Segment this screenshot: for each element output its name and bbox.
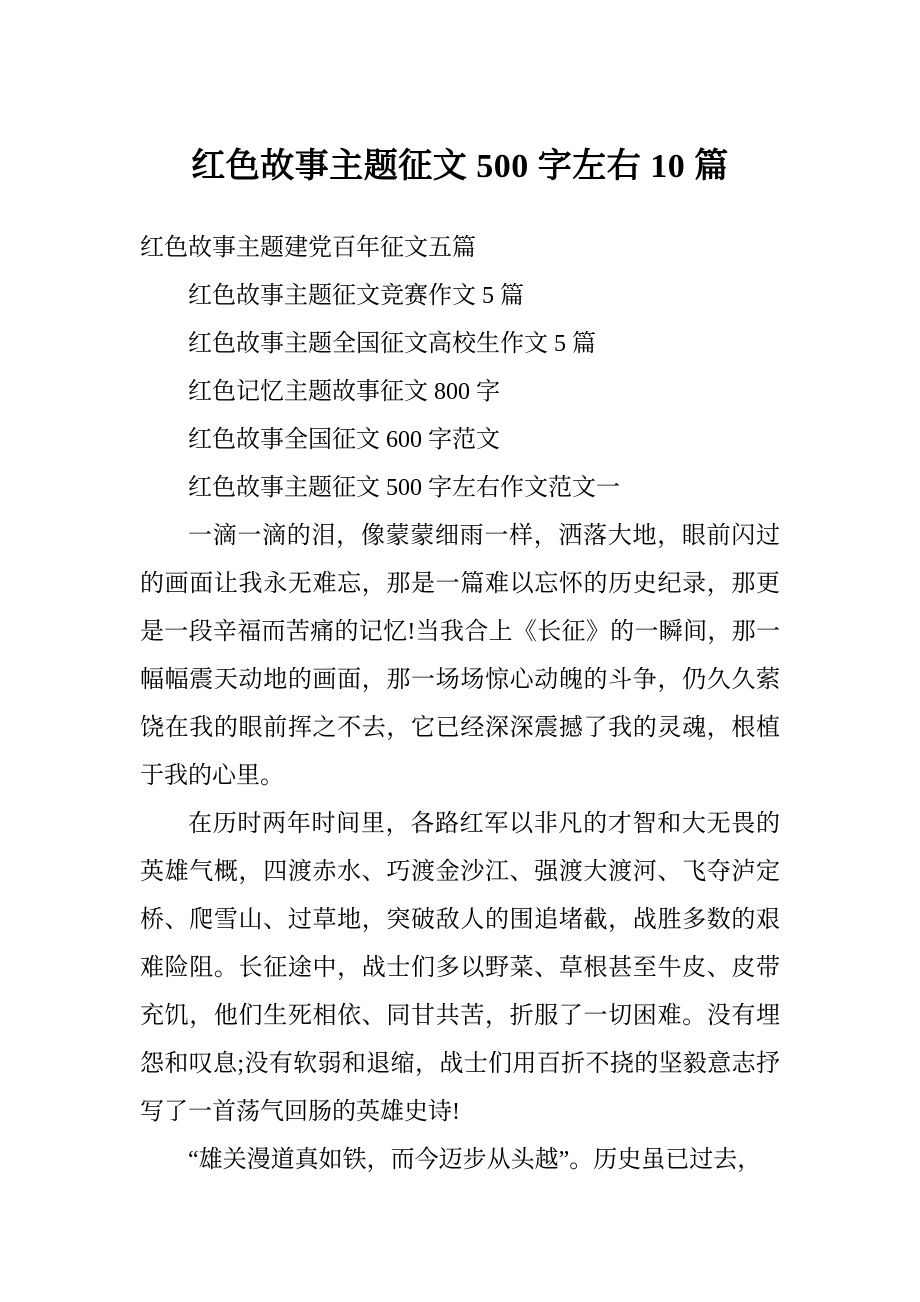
list-item: 红色记忆主题故事征文 800 字 [188,379,500,405]
paragraph: 在历时两年时间里，各路红军以非凡的才智和大无畏的英雄气概，四渡赤水、巧渡金沙江、强渡大渡河、飞夺泸定桥、爬雪山、过草地，突破敌人的围追堵截，战胜多数的艰难险阻。长征途中，战士们多以野菜、草根甚至牛皮、皮带充饥，他们生死相依、同甘共苦，折服了一切困难。没有埋怨和叹息;没有软弱和退缩，战士们用百折不挠的坚毅意志抒写了一首荡气回肠的英雄史诗! [140,811,780,1125]
list-item: 红色故事全国征文 600 字范文 [188,427,500,453]
list-item: 红色故事主题建党百年征文五篇 [140,235,476,261]
list-item: 红色故事主题全国征文高校生作文 5 篇 [188,331,596,357]
list-item: 红色故事主题征文竞赛作文 5 篇 [188,283,524,309]
document-title: 红色故事主题征文 500 字左右 10 篇 [191,148,729,185]
paragraph: “雄关漫道真如铁，而今迈步从头越”。历史虽已过去， [188,1147,762,1173]
list-item: 红色故事主题征文 500 字左右作文范文一 [188,475,620,501]
paragraph: 一滴一滴的泪，像蒙蒙细雨一样，洒落大地，眼前闪过的画面让我永无难忘，那是一篇难以忘怀的历史纪录，那更是一段辛福而苦痛的记忆!当我合上《长征》的一瞬间，那一幅幅震天动地的画面，那一场场惊心动魄的斗争，仍久久萦饶在我的眼前挥之不去，它已经深深震撼了我的灵魂，根植于我的心里。 [140,523,780,789]
document-content [140,140,780,1184]
